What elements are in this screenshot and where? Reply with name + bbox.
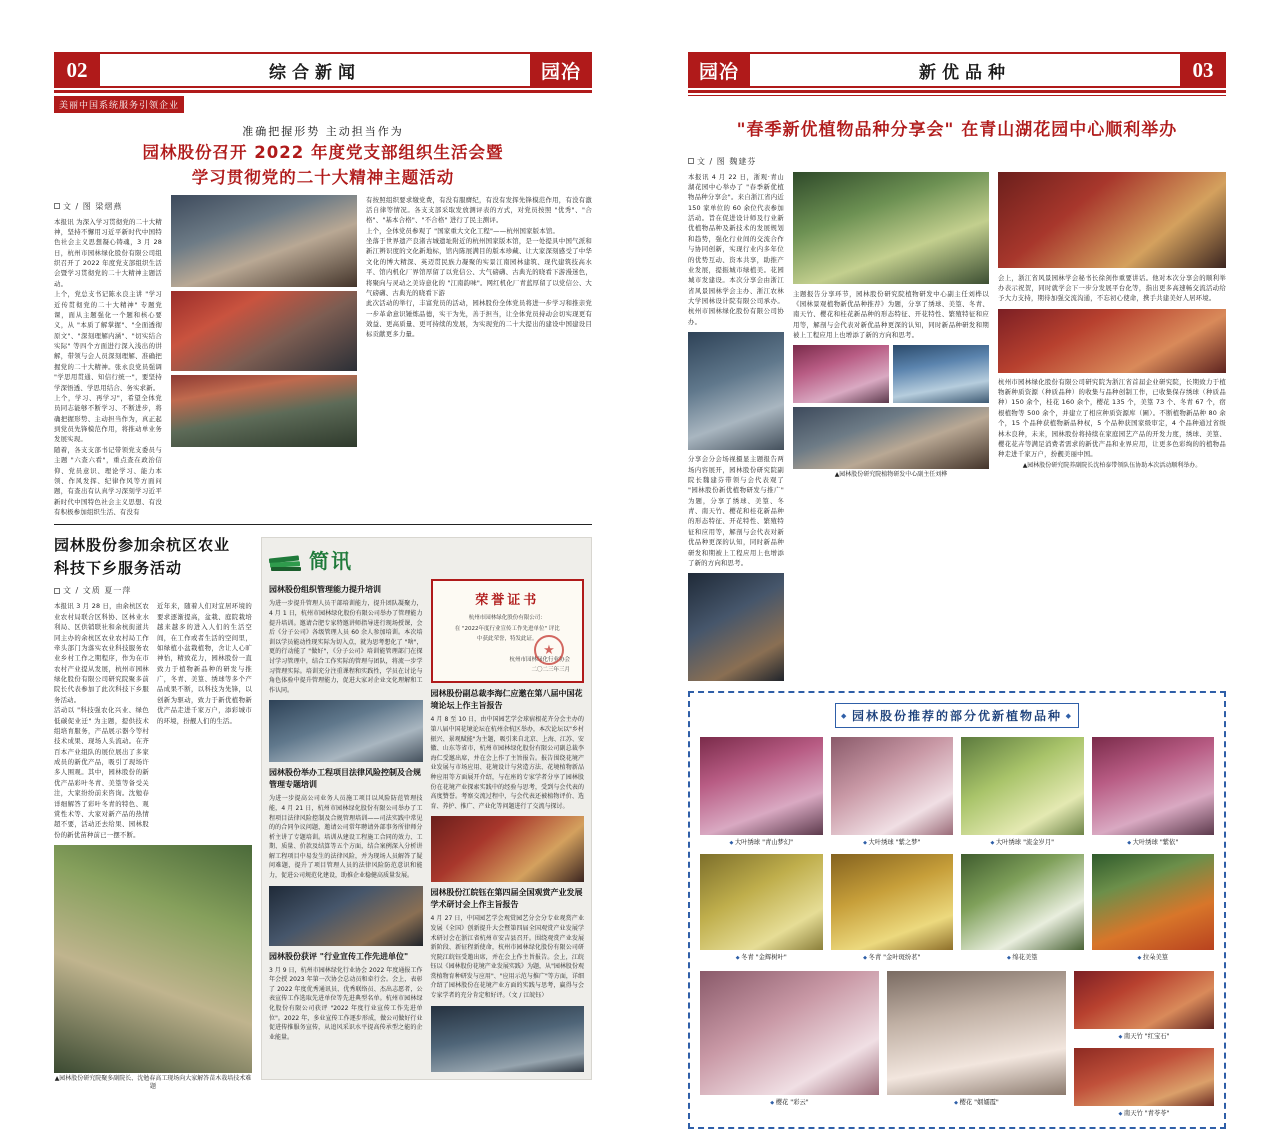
certificate-line5: 二〇二三年三月 — [531, 667, 570, 674]
right-photo-2 — [688, 573, 784, 681]
lead-col2-p4: 此次活动的举行，丰富党员的活动，园林股份全体党员将进一步学习和推亲党一步革命意识锤炼品德，实干为先，善于担当，让全体党员持动会切实现更有效益、更高质量、更可持续的发展，为实现党的二十大提出的建设中国建设目标贡献更多力量。 — [366, 299, 592, 339]
variety-caption-10: ◆ 樱花 "姻嬬霞" — [887, 1097, 1066, 1106]
jianxun-item1-body: 为进一步提升管理人员干部培训能力，提升团队凝聚力，4 月 1 日，杭州市园林绿化股份有限公司举办了管理能力提升培训。邀请合肥专家特邀讲师指导进行现场授课，会后《分子公司》各级管理人员 60 余人参加培训。本次培训以学员能动性现实际为切入点，就为思考想化了 "啥"，更的行动能了 "做好"，《分子公司》培训能管理部门在探讨学习管理中，结合工作实际的管理与团队，将流一步学习管理实际。培训充分注重课程和实践性，学员在讨论与角色体验中提升管理能力，促进大家对企业文化理解和工作认同。 — [269, 600, 423, 694]
variety-caption-8: ◆ 拉朵美篁 — [1092, 952, 1215, 961]
lead-headline-line2: 学习贯彻党的二十大精神主题活动 — [191, 167, 455, 187]
variety-photo-10 — [887, 971, 1066, 1095]
right-col1-p2: 分享会分会场视摄显主题报告两场内容展开，园林股份研究院副院长魏建芬带领与会代表观了 "园林股份新优植物研发与推广" 为题，分享了绣球、美篁、冬青、南天竹、樱花和桂花新品种的形态特征、开花特性、繁殖特征和应用等，解剖与会代表对新优品种更深的认知，同时新品种研发和期被上工程应用上也增添了新的方向和思考。 — [688, 455, 784, 567]
right-photo-8 — [998, 309, 1226, 373]
variety-cell — [700, 737, 823, 846]
seal-icon — [534, 635, 564, 665]
certificate — [431, 579, 585, 683]
jianxun-item2-heading: 园林股份举办工程项目法律风险控制及合规管理专题培训 — [269, 768, 421, 790]
variety-row-3 — [700, 971, 1214, 1117]
right-lead-headline: "春季新优植物品种分享会" 在青山湖花园中心顺利举办 — [736, 120, 1178, 140]
certificate-title: 荣誉证书 — [475, 593, 540, 609]
variety-section — [688, 691, 1226, 1129]
variety-cell — [1092, 854, 1215, 961]
variety-photo-8 — [1092, 854, 1215, 950]
variety-cell — [831, 737, 954, 846]
variety-row-1 — [700, 737, 1214, 846]
second-p2: 活动以 "科技强农化兴业、绿色低碳促业迁" 为主题，提供技术组培育服务，产品展示器今等村技术成果、现场人头流动。在齐百本产业组队的展位展出了多家成员的新优产品，吸引了现场许多人围观。其中，园林股份的新优产品彩叶冬青、美篁等备受关注，大家纷纷前来咨询。沈勉春详细解答了彩叶冬青的特色、观赏性术等、大家对新产品的热情超不要，活动还去给果、园林股份的新优苗种前已一摆不断。 — [54, 706, 149, 839]
lead-col1-p4: 随着，各支支部书记带领党支委员与主题 "六查六看"，重点查在政治信仰、党员意识、理论学习、能力本领、作风发挥、纪律作风等方面问题，有查出有认真学习深刻学习近平新时代中国特色社会主义思想、有没有积极参加组织生活、有没有 — [54, 445, 162, 516]
publication-logo-right: 园冶 — [688, 52, 750, 88]
lead-col1-p2: 上个，党总支书记陈永良主讲 "学习近传贯彻党的二十大精神" 专题党课，面从主题强化一个题和核心要义，从 "本质了解掌握"、"全面透彻原文"、"深刻理解内涵"、"切实结合实际" 等四个方面进行深入浅出的讲解，带领与会人员深刻理解、准确把握党的二十大精神。张永良党员强调 "学思用贯通、知信行统一"，要坚持学深悟透、学思用结合、务实求新。 — [54, 290, 162, 392]
variety-cell — [887, 971, 1066, 1117]
second-byline — [54, 585, 252, 596]
section-title-right: 新优品种 — [919, 62, 1011, 83]
jianxun-title: 简讯 — [309, 549, 353, 574]
right-photo-7 — [998, 172, 1226, 268]
lead-photo-3 — [171, 375, 357, 447]
jianxun-photo-3 — [431, 816, 585, 882]
section-title-left: 综合新闻 — [269, 62, 361, 83]
right-col3-p1: 会上，浙江省风景园林学会秘书长徐剑作重要讲话。他对本次分享会的顺利举办表示祝贺，同时就学会下一步分发展平台化等，指出更多高速畅交流活动给予大力支持，期待加强交流沟通，不忘初心使命，携手共建美好人居环境。 — [998, 273, 1226, 303]
lead-kicker-left: 准确把握形势 主动担当作为 — [242, 125, 404, 138]
right-byline-text: 文 / 图 魏建芬 — [697, 156, 757, 166]
right-col3-p2: 杭州市园林绿化股份有限公司研究院为浙江省首届企业研究院，长期致力于植物新种质资源（种质品种）的收集与品种创制工作，已收集保存绣球（种质品种）150 余个，桂花 160 余个，樱花 135 个，美篁 73 个、冬青 67 个，宿根植物等 500 余个，并建立了相应种质资源库（圃）。不断植物新品种 80 余个，15 个品种获植物新品种权，5 个品种获国家级审定，4 个品种通过省级林木良种，未来，园林股份将持续在家庭园艺产品的开发力度，绣球、美篁、樱花花卉等满足消费者需求的新优产品和业界应用，让更多色彩绚的的植物品种走进千家万户，扮靓美丽中国。 — [998, 377, 1226, 459]
masthead-center-right — [750, 52, 1180, 88]
variety-row-2 — [700, 854, 1214, 961]
page-folio-right: 03 — [1180, 52, 1226, 88]
variety-cell — [1074, 971, 1214, 1117]
right-photo-4 — [793, 345, 889, 403]
variety-caption-11: ◆ 南天竹 "红宝石" — [1074, 1031, 1214, 1040]
books-icon — [269, 549, 303, 571]
variety-photo-1 — [700, 737, 823, 835]
jianxun-item5-body: 4 月 27 日，中国园艺学会观赏园艺分会分专业观赏产业发展《全国》创新提升大会暨第四届全国观赏产业发展学术研讨会在浙江省杭州市安吉县召开。围绕观赏产业发展新阶段、新征程新使命，杭州市园林绿化股份有限公司研究院江皖钰受邀出席，并在会上作主旨报告。会上，江皖钰以《园林股份花境产业发展实践》为题，从"园林股份观赏植物育种研发与应用"、"应用示范与推广"等方面，详细介绍了园林股份在花境产业方面的实践与思考，赢得与会专家学者的充分肯定和好评。（文 / 江皖钰） — [430, 915, 584, 1000]
lead-col1-p1: 本报讯 为深入学习贯彻党的二十大精神，坚持不懈用习近平新时代中国特色社会主义思想凝心铸魂，3 月 28 日，杭州市园林绿化股份有限公司组织召开了 2022 年度党支部组织生活会暨学习贯彻党的二十大精神主题活动。 — [54, 217, 162, 288]
masthead-center-left — [100, 52, 530, 88]
jianxun-item5-heading: 园林股份江皖钰在第四届全国观赏产业发展学术研讨会上作主旨报告 — [430, 888, 583, 910]
variety-photo-11 — [1074, 971, 1214, 1029]
second-p1: 本报讯 3 月 28 日，由余杭区农业农村局联合区科协、区林业水利局、区供销联社和余杭街道共同主办的余杭区农业农村局工作牵头部门为落实农业科技服务农业乡村工作之期程序，作为在市农村产业提从发展，杭州市园林绿化股份有限公司研究院聚多前院长代表参加了此次科技下乡服务活动。 — [54, 602, 149, 704]
second-p3: 近年来，随着人们对宜居环境的要求逐渐提高，盆栽、庭院栽培越来越多的进入人们的生活空间，在工作或者生活的空间里，如绿植小盆栽植物，舍让人心旷神怡，精致花力，园林股份一直致力于植物新品种的研发与推广，冬青、美篁、绣球等多个产品成果不断，以科技为先锋，以创新为驱动，致力于新优植物新优产品走进千家万户，添彩城市的环境，扮靓人们的生活。 — [157, 602, 252, 725]
right-col1-p1: 本报讯 4 月 22 日，浙观·青山湖花园中心举办了 "春季新优植物品种分享会"。来自浙江省内近 150 家单位的 60 余位代表参加活动。旨在促进设计师及行业新优植物品种及新技术的发展规划和趋势，强化行业间的交流合作与协同创新，实现行业内多年位的优势互动、资本共享，助推产业发展，提振城市绿植美。花园城市发建设。本次分享会由浙江省风景园林学会主办、浙江农林大学园林设计院有限公司承办。杭州市园林绿化股份有限公司协办。 — [688, 172, 784, 326]
byline-marker-icon-3 — [688, 158, 694, 164]
lead-photo-1 — [171, 195, 357, 287]
variety-photo-5 — [700, 854, 823, 950]
variety-photo-9 — [700, 971, 879, 1095]
masthead-rule-right-2 — [688, 95, 1226, 96]
variety-cell — [1092, 737, 1215, 846]
byline-marker-icon — [54, 203, 60, 209]
right-lead-byline — [688, 156, 1226, 167]
lead-col2-p1: 有按照组织要求缴党费，有没有服膺纪，有没有发挥先锋模范作用，有没有激活自律等情况。各支支部采取发放测评表的方式，对党员按照 "优秀"、"合格"、"基本合格"、"不合格" 进行了民主测评。 — [366, 195, 592, 225]
variety-caption-4: ◆ 大叶绣球 "紫依" — [1092, 837, 1215, 846]
variety-cell — [700, 854, 823, 961]
variety-photo-4 — [1092, 737, 1215, 835]
jianxun-item1-heading: 园林股份组织管理能力提升培训 — [269, 585, 381, 595]
lead-col2-p3: 坐落于世界遗产良渚古城遗址附近的杭州国家版本馆，是一处提具中国气派和新江辨识度的文化新地标，馆内陈展满目的版本珍藏、让大家深刻感受了中华文化的博大精深、英迈贯民族力凝聚的实景江南园林建筑、现代建筑技高水平、馆内机化厂界馆厚留了以党信公、大气磅礴、古典光的晓看下游漫迷色，将聚向与灵动之美诗意化的 "江南韵味"。网红机化厂青蓝厚留了以党信公、大气磅礴、古典光的晓看下游 — [366, 237, 592, 297]
publication-logo-left: 园冶 — [530, 52, 592, 88]
variety-caption-7: ◆ 绵花美篁 — [961, 952, 1084, 961]
variety-photo-12 — [1074, 1048, 1214, 1106]
jianxun-photo-2 — [269, 886, 423, 946]
jianxun-header — [269, 545, 584, 574]
right-caption-1: ▲园林股份研究院植物研发中心副主任刘桦 — [834, 471, 948, 479]
page-02 — [0, 0, 640, 1091]
certificate-line1: 杭州市园林绿化股份有限公司： — [468, 615, 546, 622]
second-photo-caption: ▲园林股份研究院聚多副院长、沈勉春高工现场向大家解答苗木栽培技术难题 — [54, 1075, 252, 1091]
lead-headline-left — [54, 141, 592, 191]
variety-photo-3 — [961, 737, 1084, 835]
right-photo-3 — [793, 172, 989, 284]
certificate-line3: 中获此荣誉，特发此证。 — [476, 636, 538, 643]
divider-left-1 — [54, 524, 592, 525]
variety-title: ◆ 园林股份推荐的部分优新植物品种 ◆ — [835, 703, 1079, 728]
variety-caption-5: ◆ 冬青 "金辉树叶" — [700, 952, 823, 961]
lead-photo-2 — [171, 291, 357, 371]
right-caption-2: ▲园林股份研究院养副院长沈柏泰带领队伍协助本次活动顺利举办。 — [1022, 461, 1202, 469]
jianxun-item3-heading: 园林股份获评 "行业宣传工作先进单位" — [269, 951, 409, 961]
variety-photo-6 — [831, 854, 954, 950]
second-headline: 园林股份参加余杭区农业 科技下乡服务活动 — [54, 536, 231, 577]
variety-photo-7 — [961, 854, 1084, 950]
variety-title-wrap — [700, 703, 1214, 728]
jianxun-item3-body: 3 月 9 日，杭州市园林绿化行业协会 2022 年度通报工作年会授 2023 年第一次协会总动员和牵行会。会上，表彰了 2022 年度优秀通讯员、优秀联络员、杰出志愿者，公表宣传工作选取先进单位等先进典型名单。杭州市园林绿化股份有限公司获评 "2022 年度行业宣传工作先进单位"。2022 年，多业宣传工作逐步形成，做公司做好行业促进传推服务宣传，从追风采识水平提高传承型之能的企业能量。 — [269, 966, 423, 1041]
masthead-right — [688, 52, 1226, 88]
variety-caption-2: ◆ 大叶绣球 "紫之梦" — [831, 837, 954, 846]
certificate-line4: 杭州市园林绿化行业协会 — [509, 656, 570, 663]
second-photo — [54, 845, 252, 1073]
jianxun-item2-body: 为进一步提高公司业务人员施工项目以风险防范管理技能，4 月 21 日，杭州市园林绿化股份有限公司举办了工程项目法律风险控制及合规管理培训——司法实践中常见的的合同争议问题，邀请公司常年聘请外部事务所律师分析主讲了专题培训。培训从建设工程施工合同的效力、工期、质量、价款及结算等五个方面，结合案例深入分析讲解工程项目中易发生的法律风险，并为现场人员解答了疑问难题，提升了项目管理人员的法律风险防范意识和能力，促进公司规范化建设，助推企业稳健高质量发展。 — [269, 795, 423, 880]
byline-text: 文 / 图 梁熠燕 — [63, 201, 123, 211]
lead-byline-left — [54, 201, 162, 212]
right-photo-1 — [688, 332, 784, 450]
jianxun-photo-4 — [431, 1006, 585, 1072]
byline-marker-icon-2 — [54, 588, 60, 594]
variety-photo-2 — [831, 737, 954, 835]
masthead-rule-right — [688, 90, 1226, 93]
jianxun-photo-1 — [269, 700, 423, 762]
second-byline-text: 文 / 文质 夏一萍 — [63, 586, 132, 596]
variety-caption-3: ◆ 大叶绣球 "流金岁月" — [961, 837, 1084, 846]
variety-caption-6: ◆ 冬青 "金叶斑纷茗" — [831, 952, 954, 961]
variety-caption-12: ◆ 南天竹 "青苓苓" — [1074, 1108, 1214, 1117]
right-photo-6 — [793, 407, 989, 469]
jianxun-item4-body: 4 月 8 至 10 日，由中国园艺学会球宿根花卉分会主办的第八届中国花境论坛在杭州余杭区举办，本次论坛以"乡村振兴、景观赋能"为主题，吸引来自北京、上海、江苏、安徽、山东等省市，杭州市园林绿化股份有限公司副总裁李海仁受邀出席，并在会上作了主旨报告。报告围绕花境产业发展与市场应用、花境设计与营造方法、花境植物新品种应用等方面展开介绍，与在座的专家学者分享了园林股份在花境产业探索实践中的经验与思考，受到与会代表的高度赞誉。考察交流过程中，与会代表还被植物评价、选育、养护、推广、产业化等问题进行了交流与探讨。 — [430, 716, 584, 810]
variety-cell — [961, 737, 1084, 846]
page-folio-left: 02 — [54, 52, 100, 88]
certificate-line2: 在 "2022年度行业宣传工作先进单位" 评比 — [454, 625, 560, 632]
masthead-left — [54, 52, 592, 88]
lead-col1-p3: 上个，学习、再学习"，希望全体党员同志能够不断学习、不断进步，将确把握形势、主动担当作为，真正起到党员先锋模范作用，将推动单业务发展实现。 — [54, 393, 162, 444]
right-photo-5 — [893, 345, 989, 403]
tagline-left: 美丽中国系统服务引领企业 — [54, 96, 184, 113]
lead-headline-line1: 园林股份召开 2022 年度党支部组织生活会暨 — [142, 143, 504, 162]
lead-col2-p2: 上个，全体党员参观了 "国家重大文化工程"——杭州国家版本馆。 — [366, 226, 560, 235]
variety-cell — [700, 971, 879, 1117]
variety-caption-9: ◆ 樱花 "彩云" — [700, 1097, 879, 1106]
right-col2-p1: 主题报告分享环节，园林股份研究院植物研发中心副主任刘桦以《园林景观植物新优品种推荐》为题，分享了绣球、美篁、冬青、南天竹、樱花和桂花新品种的形态特征、开花特性、繁殖特征和应用等，解剖与会代表对新优品种更深的认知，同时新品种研发和期被上工程应用上也增添了新的方向和思考。 — [793, 289, 989, 339]
jianxun-item4-heading: 园林股份副总裁李海仁应邀在第八届中国花境论坛上作主旨报告 — [430, 689, 583, 711]
variety-cell — [831, 854, 954, 961]
jianxun-box — [261, 537, 592, 1079]
page-03 — [640, 0, 1280, 1118]
variety-caption-1: ◆ 大叶绣球 "青山梦幻" — [700, 837, 823, 846]
variety-cell — [961, 854, 1084, 961]
